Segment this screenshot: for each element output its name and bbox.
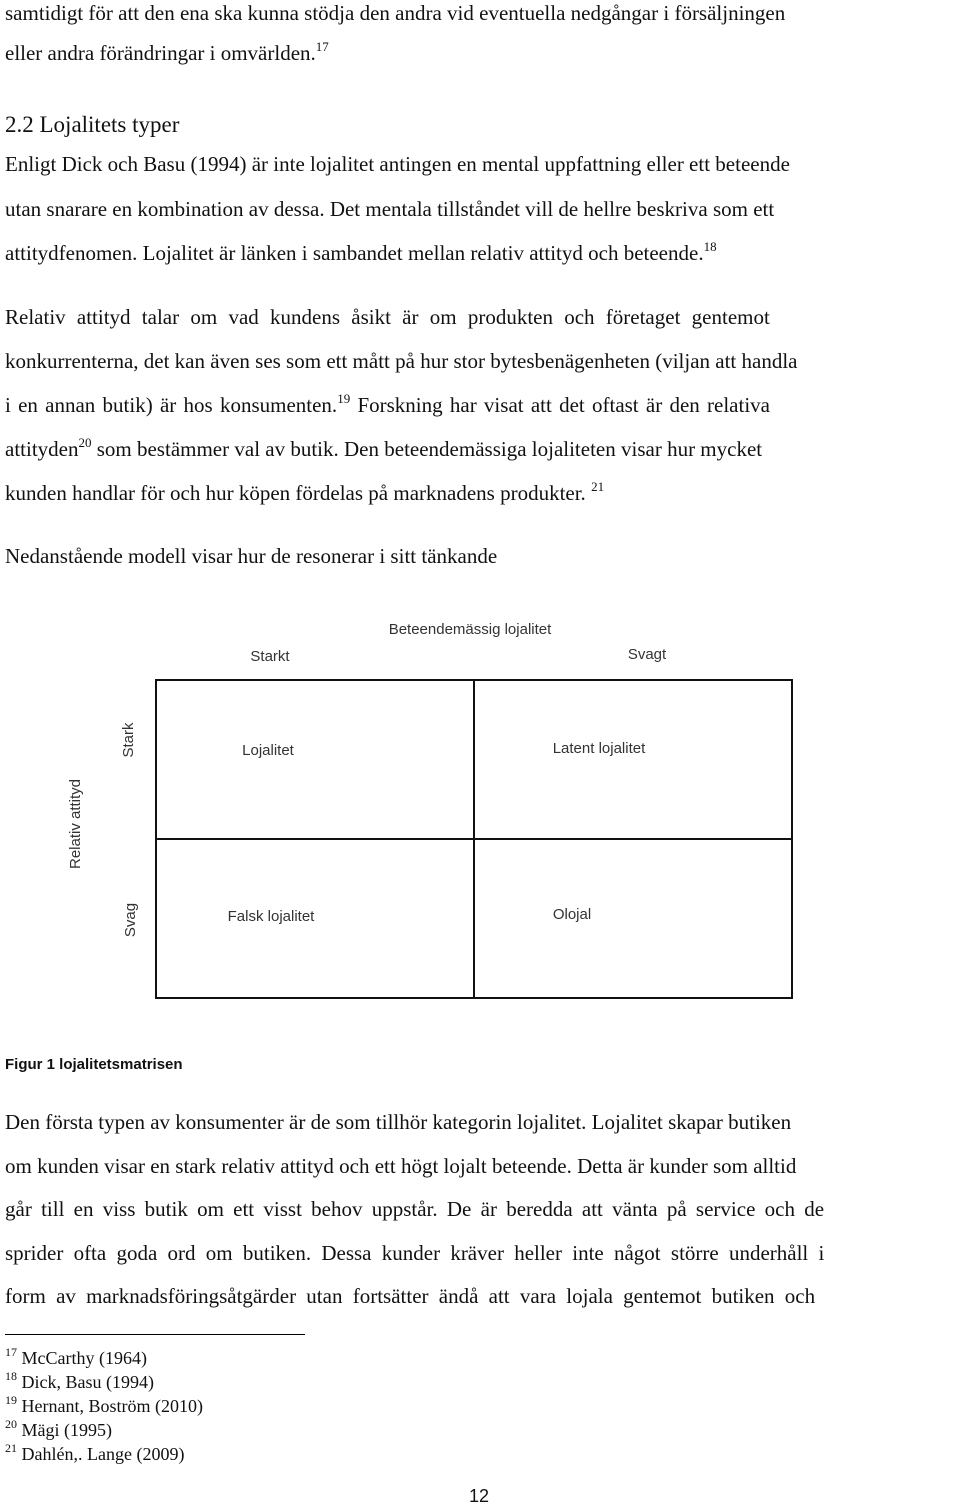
body-line: om kunden visar en stark relativ attityd och ett högt lojalt beteende. Detta är kunder som alltid xyxy=(5,1154,797,1178)
footnote-text: Hernant, Boström (2010) xyxy=(21,1396,203,1416)
footnote-separator xyxy=(5,1334,305,1335)
body-line xyxy=(5,40,329,66)
cell-falsk-lojalitet: Falsk lojalitet xyxy=(227,908,315,925)
body-line xyxy=(5,480,604,506)
body-line xyxy=(5,436,762,462)
body-text: attitydfenomen. Lojalitet är länken i sambandet mellan relativ attityd och beteende. xyxy=(5,241,704,265)
row-weak-label: Svag xyxy=(122,902,139,938)
footnote xyxy=(5,1347,147,1369)
footnote-ref: 20 xyxy=(78,435,92,450)
body-line: samtidigt för att den ena ska kunna stödja den andra vid eventuella nedgångar i försäljningen xyxy=(5,1,786,25)
footnote-text: Mägi (1995) xyxy=(21,1420,112,1440)
body-text: kunden handlar för och hur köpen fördelas på marknadens produkter. xyxy=(5,481,586,505)
body-line: Nedanstående modell visar hur de resonerar i sitt tänkande xyxy=(5,544,498,568)
footnote xyxy=(5,1395,203,1417)
row-axis-title: Relativ attityd xyxy=(67,778,84,870)
footnote-text: Dick, Basu (1994) xyxy=(21,1372,154,1392)
body-line: form av marknadsföringsåtgärder utan fortsätter ändå att vara lojala gentemot butiken och xyxy=(5,1284,816,1308)
footnote-text: McCarthy (1964) xyxy=(21,1348,147,1368)
row-strong-label: Stark xyxy=(120,722,137,758)
cell-latent-lojalitet: Latent lojalitet xyxy=(552,740,646,757)
col-axis-title: Beteendemässig lojalitet xyxy=(388,621,552,638)
footnote-number: 20 xyxy=(5,1417,17,1431)
body-text: eller andra förändringar i omvärlden. xyxy=(5,41,316,65)
page-number: 12 xyxy=(469,1486,490,1506)
footnote-ref: 18 xyxy=(703,239,717,254)
footnote xyxy=(5,1419,112,1441)
footnote-ref: 21 xyxy=(591,479,605,494)
body-text: Forskning har visat att det oftast är den relativa xyxy=(357,393,770,417)
loyalty-matrix-svg xyxy=(0,600,960,1010)
footnote-text: Dahlén,. Lange (2009) xyxy=(21,1444,185,1464)
body-text: som bestämmer val av butik. Den beteendemässiga lojaliteten visar hur mycket xyxy=(96,437,763,461)
body-text: attityden xyxy=(5,437,79,461)
body-text: i en annan butik) är hos konsumenten. xyxy=(5,393,338,417)
loyalty-matrix-diagram xyxy=(0,600,960,1010)
body-line: Enligt Dick och Basu (1994) är inte lojalitet antingen en mental uppfattning eller ett beteende xyxy=(5,152,790,176)
body-line xyxy=(5,392,770,418)
footnote-number: 21 xyxy=(5,1441,17,1455)
body-line: Den första typen av konsumenter är de som tillhör kategorin lojalitet. Lojalitet skapar butiken xyxy=(5,1110,792,1134)
footnote-number: 17 xyxy=(5,1345,17,1359)
col-strong-label: Starkt xyxy=(250,648,290,665)
footnote-ref: 17 xyxy=(315,39,329,54)
footnote-ref: 19 xyxy=(337,391,351,406)
footnote xyxy=(5,1371,154,1393)
cell-lojalitet: Lojalitet xyxy=(242,742,294,759)
body-line: går till en viss butik om ett visst behov uppstår. De är beredda att vänta på service och de xyxy=(5,1197,825,1221)
col-weak-label: Svagt xyxy=(627,646,667,663)
footnote-number: 19 xyxy=(5,1393,17,1407)
section-heading: 2.2 Lojalitets typer xyxy=(5,112,180,137)
footnote xyxy=(5,1443,184,1465)
figure-caption: Figur 1 lojalitetsmatrisen xyxy=(5,1056,183,1073)
body-line: utan snarare en kombination av dessa. Det mentala tillståndet vill de hellre beskriva som ett xyxy=(5,197,775,221)
body-line: Relativ attityd talar om vad kundens åsikt är om produkten och företaget gentemot xyxy=(5,305,770,329)
body-line: sprider ofta goda ord om butiken. Dessa kunder kräver heller inte något större underhåll i xyxy=(5,1241,825,1265)
cell-olojal: Olojal xyxy=(552,906,592,923)
body-line xyxy=(5,240,717,266)
footnote-number: 18 xyxy=(5,1369,17,1383)
body-line: konkurrenterna, det kan även ses som ett mått på hur stor bytesbenägenheten (viljan att handla xyxy=(5,349,798,373)
